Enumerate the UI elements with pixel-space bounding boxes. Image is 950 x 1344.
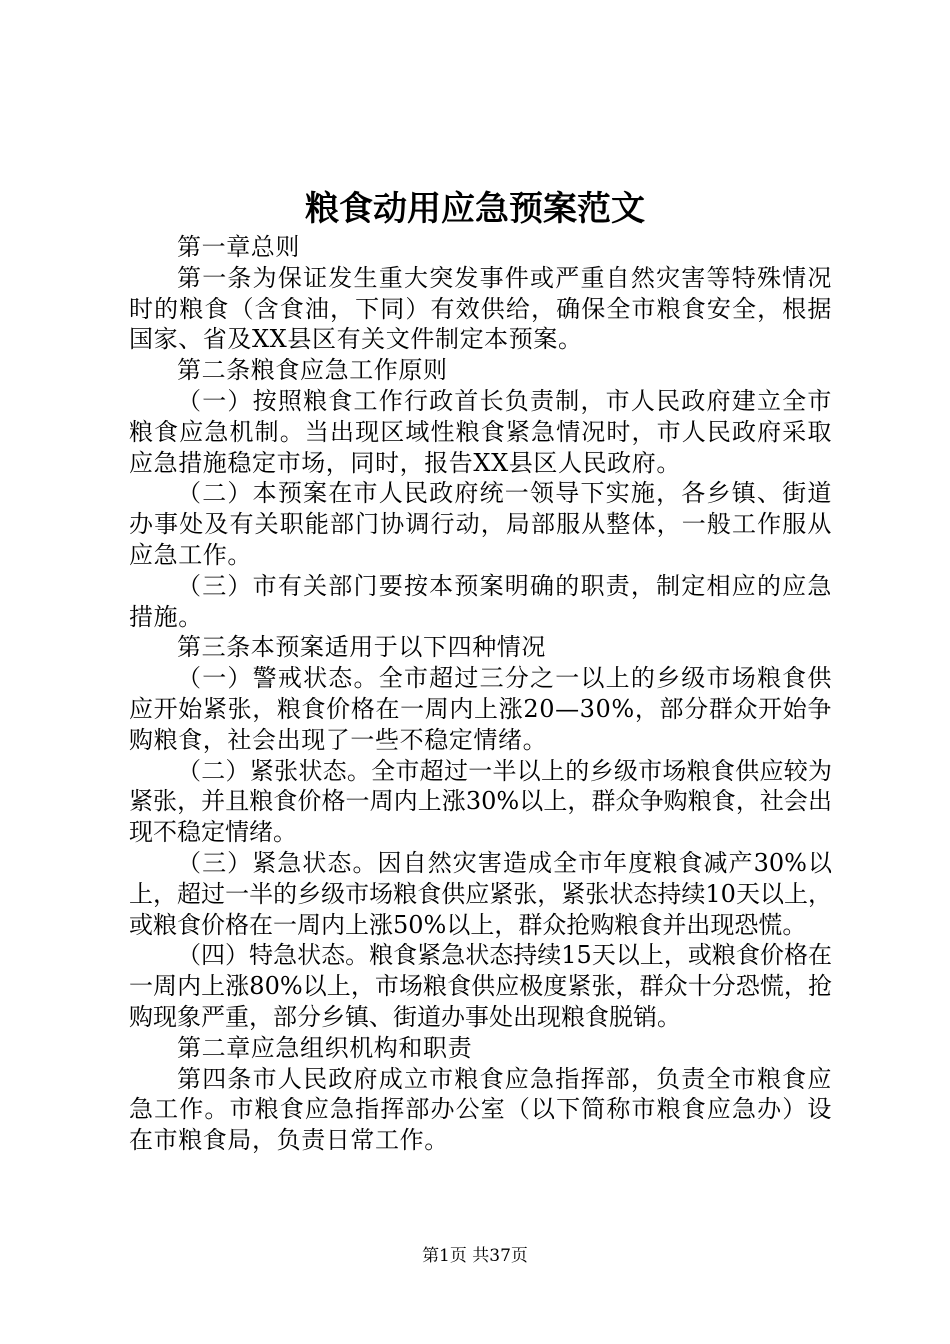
paragraph: （二）紧张状态。全市超过一半以上的乡级市场粮食供应较为紧张，并且粮食价格一周内上涨30%以上，群众争购粮食，社会出现不稳定情绪。 bbox=[129, 756, 832, 847]
article-heading: 第二条粮食应急工作原则 bbox=[177, 356, 448, 385]
chapter-heading: 第一章总则 bbox=[177, 233, 300, 261]
paragraph: 第四条市人民政府成立市粮食应急指挥部，负责全市粮食应急工作。市粮食应急指挥部办公室（以下简称市粮食应急办）设在市粮食局，负责日常工作。 bbox=[129, 1064, 832, 1155]
chapter-heading: 第二章应急组织机构和职责 bbox=[177, 1033, 473, 1062]
paragraph: 第一条为保证发生重大突发事件或严重自然灾害等特殊情况时的粮食（含食油，下同）有效供给，确保全市粮食安全，根据国家、省及XX县区有关文件制定本预案。 bbox=[129, 263, 832, 354]
paragraph: （二）本预案在市人民政府统一领导下实施，各乡镇、街道办事处及有关职能部门协调行动，局部服从整体，一般工作服从应急工作。 bbox=[129, 479, 832, 569]
paragraph: （一）按照粮食工作行政首长负责制，市人民政府建立全市粮食应急机制。当出现区域性粮食紧急情况时，市人民政府采取应急措施稳定市场，同时，报告XX县区人民政府。 bbox=[129, 386, 832, 477]
document-title: 粮食动用应急预案范文 bbox=[305, 189, 645, 229]
page-number: 第1页 共37页 bbox=[422, 1246, 528, 1266]
paragraph: （三）紧急状态。因自然灾害造成全市年度粮食减产30%以上，超过一半的乡级市场粮食供应紧张，紧张状态持续10天以上，或粮食价格在一周内上涨50%以上，群众抢购粮食并出现恐慌。 bbox=[129, 848, 832, 939]
paragraph: （四）特急状态。粮食紧急状态持续15天以上，或粮食价格在一周内上涨80%以上，市场粮食供应极度紧张，群众十分恐慌，抢购现象严重，部分乡镇、街道办事处出现粮食脱销。 bbox=[129, 941, 832, 1031]
paragraph: （一）警戒状态。全市超过三分之一以上的乡级市场粮食供应开始紧张，粮食价格在一周内上涨20—30%，部分群众开始争购粮食，社会出现了一些不稳定情绪。 bbox=[129, 664, 832, 754]
article-heading: 第三条本预案适用于以下四种情况 bbox=[177, 633, 546, 662]
paragraph: （三）市有关部门要按本预案明确的职责，制定相应的应急措施。 bbox=[129, 571, 832, 631]
document-body bbox=[129, 232, 832, 1156]
